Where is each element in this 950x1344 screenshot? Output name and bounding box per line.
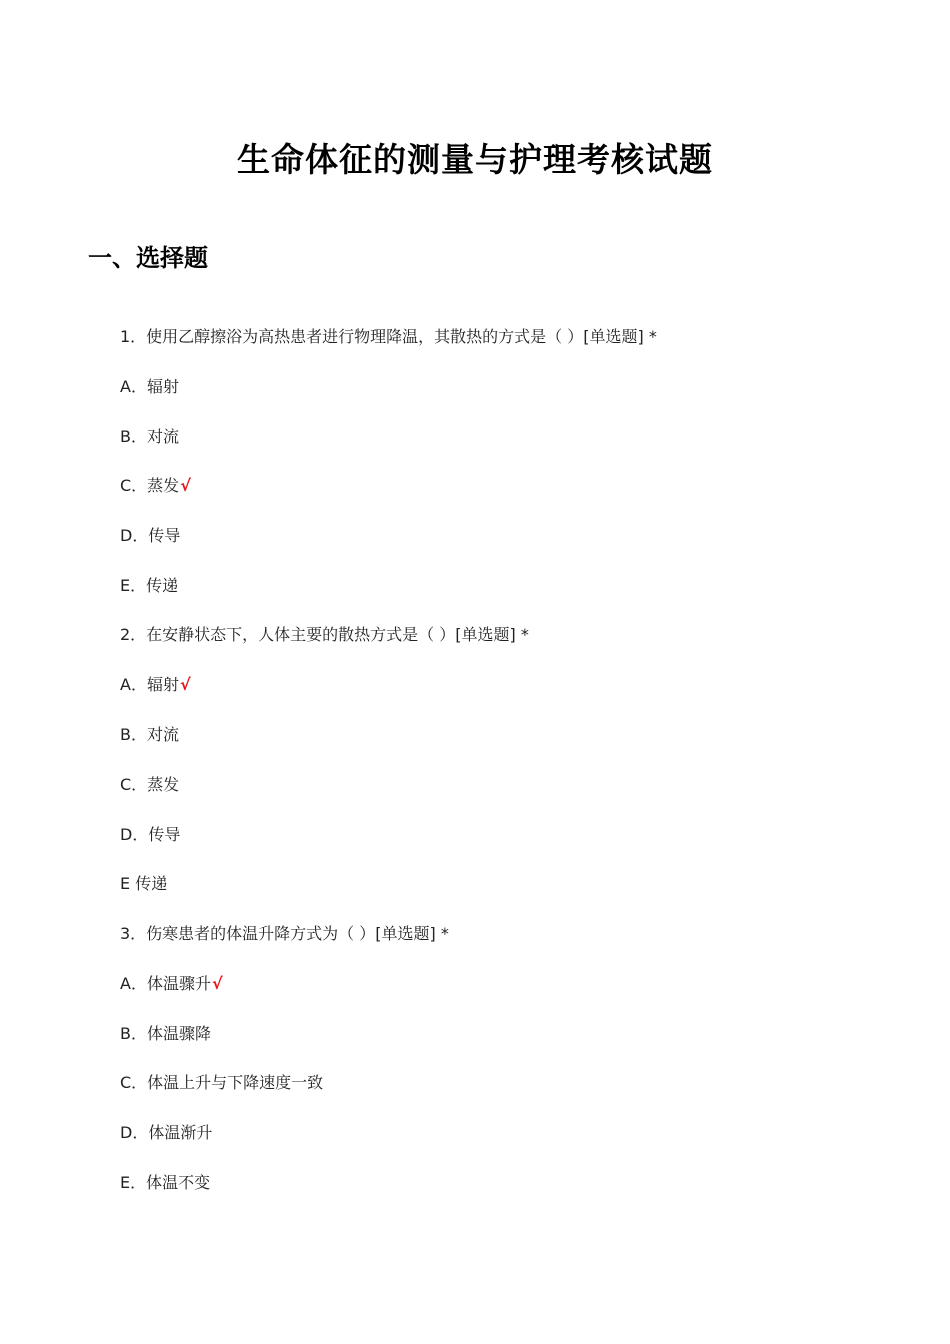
answer-option xyxy=(120,573,178,599)
answer-option xyxy=(120,871,167,897)
answer-option xyxy=(120,523,180,549)
option-text: D．传导 xyxy=(120,825,181,844)
option-text: C．蒸发 xyxy=(120,476,180,495)
option-text: A．辐射 xyxy=(120,377,179,396)
answer-option xyxy=(120,1120,212,1146)
answer-option xyxy=(120,1170,210,1196)
option-text: C．体温上升与下降速度一致 xyxy=(120,1073,324,1092)
question-stem: 1．使用乙醇擦浴为高热患者进行物理降温，其散热的方式是（ ）[单选题] * xyxy=(120,327,657,346)
option-text: E．体温不变 xyxy=(120,1173,211,1192)
option-text: B．体温骤降 xyxy=(120,1024,211,1043)
section-heading: 一、选择题 xyxy=(88,244,208,272)
option-text: B．对流 xyxy=(120,427,179,446)
question-stem: 2．在安静状态下，人体主要的散热方式是（ ）[单选题] * xyxy=(120,625,529,644)
option-text: E 传递 xyxy=(120,874,168,893)
answer-option xyxy=(120,772,179,798)
option-text: B．对流 xyxy=(120,725,179,744)
answer-option xyxy=(120,374,179,400)
option-text: D．传导 xyxy=(120,526,181,545)
answer-option xyxy=(120,424,179,450)
option-text: A．辐射 xyxy=(120,675,179,694)
answer-option xyxy=(120,1021,211,1047)
page-title: 生命体征的测量与护理考核试题 xyxy=(237,140,713,179)
option-text: D．体温渐升 xyxy=(120,1123,213,1142)
correct-check-icon: √ xyxy=(180,476,191,495)
correct-check-icon: √ xyxy=(211,974,223,993)
option-text: E．传递 xyxy=(120,576,179,595)
option-text: A．体温骤升 xyxy=(120,974,211,993)
answer-option xyxy=(120,971,223,997)
answer-option xyxy=(120,672,191,698)
answer-option xyxy=(120,473,191,499)
answer-option xyxy=(120,1070,323,1096)
correct-check-icon: √ xyxy=(179,675,191,694)
option-text: C．蒸发 xyxy=(120,775,180,794)
answer-option xyxy=(120,822,180,848)
answer-option xyxy=(120,722,179,748)
question-stem: 3．伤寒患者的体温升降方式为（ ）[单选题] * xyxy=(120,924,449,943)
